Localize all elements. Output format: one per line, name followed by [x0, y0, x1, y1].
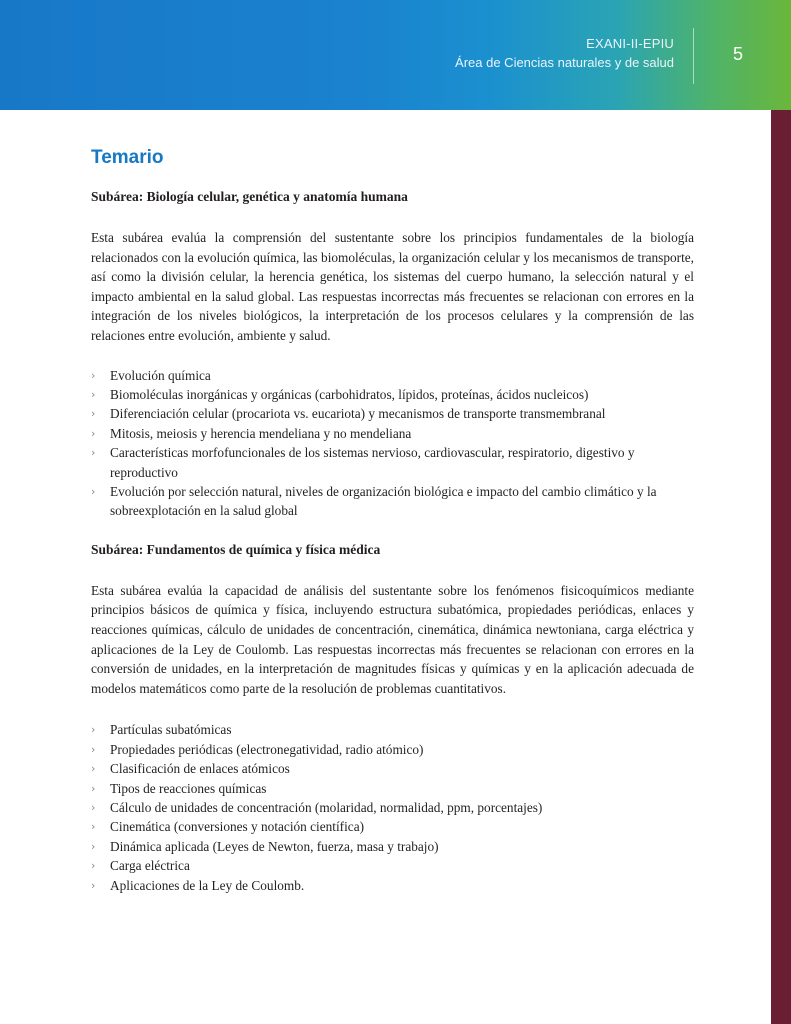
chevron-right-icon: › — [91, 781, 96, 795]
side-accent-bar — [771, 110, 791, 1024]
subarea-description-chemistry-physics: Esta subárea evalúa la capacidad de análisis del sustentante sobre los fenómenos fisicoquímicos mediante principios básicos de química y física, incluyendo estructura subatómica, propiedades periódicas, enlaces y reacciones químicas, cálculo de unidades de concentración, cinemática, dinámica newtoniana, carga eléctrica y aplicaciones de la Ley de Coulomb. Las respuestas incorrectas más frecuentes se relacionan con errores en la conversión de unidades, en la interpretación de magnitudes físicas y químicas y en la aplicación adecuada de modelos matemáticos como parte de la resolución de problemas cuantitativos. — [91, 582, 694, 696]
list-item: › Dinámica aplicada (Leyes de Newton, fuerza, masa y trabajo) — [91, 837, 694, 856]
list-item: › Partículas subatómicas — [91, 720, 694, 739]
topic-list-biology — [91, 366, 694, 521]
chevron-right-icon: › — [91, 446, 96, 460]
area-name: Área de Ciencias naturales y de salud — [455, 55, 674, 70]
list-item: › Cinemática (conversiones y notación científica) — [91, 817, 694, 836]
chevron-right-icon: › — [91, 839, 96, 853]
list-item: › Evolución por selección natural, niveles de organización biológica e impacto del cambio climático y la sobreexplotación en la salud global — [91, 484, 657, 519]
subarea-heading-biology: Subárea: Biología celular, genética y anatomía humana — [91, 189, 408, 204]
page-number: 5 — [733, 44, 744, 64]
header-divider — [693, 28, 694, 84]
subarea-description-biology: Esta subárea evalúa la comprensión del sustentante sobre los principios fundamentales de la biología relacionados con la evolución química, las biomoléculas, la organización celular y los mecanismos de transporte, así como la división celular, la herencia genética, los sistemas del cuerpo humano, la selección natural y el impacto ambiental en la salud global. Las respuestas incorrectas más frecuentes se relacionan con errores en la integración de los niveles biológicos, la interpretación de los procesos celulares y la comprensión de las relaciones entre evolución, ambiente y salud. — [91, 230, 694, 343]
list-item: › Cálculo de unidades de concentración (molaridad, normalidad, ppm, porcentajes) — [91, 798, 694, 817]
list-item: › Propiedades periódicas (electronegatividad, radio atómico) — [91, 740, 694, 759]
chevron-right-icon: › — [91, 801, 96, 814]
list-item: › Evolución química — [91, 366, 694, 385]
chevron-right-icon: › — [91, 368, 96, 382]
exam-name: EXANI-II-EPIU — [586, 36, 674, 51]
chevron-right-icon: › — [91, 820, 96, 834]
list-item: › Aplicaciones de la Ley de Coulomb. — [91, 876, 694, 895]
chevron-right-icon: › — [91, 742, 96, 756]
list-item: › Diferenciación celular (procariota vs. eucariota) y mecanismos de transporte transmembranal — [91, 404, 694, 423]
chevron-right-icon: › — [91, 723, 96, 737]
chevron-right-icon: › — [91, 762, 96, 776]
chevron-right-icon: › — [91, 426, 96, 440]
main-content — [91, 146, 694, 895]
chevron-right-icon: › — [91, 878, 96, 892]
chevron-right-icon: › — [91, 407, 96, 421]
topic-list-chemistry-physics — [91, 720, 694, 895]
list-item: › Biomoléculas inorgánicas y orgánicas (carbohidratos, lípidos, proteínas, ácidos nucleicos) — [91, 385, 694, 404]
page-title: Temario — [91, 147, 164, 168]
list-item: › Mitosis, meiosis y herencia mendeliana y no mendeliana — [91, 424, 694, 443]
page-header — [0, 0, 791, 110]
chevron-right-icon: › — [91, 859, 96, 873]
list-item: › Tipos de reacciones químicas — [91, 779, 694, 798]
list-item: › Clasificación de enlaces atómicos — [91, 759, 694, 778]
chevron-right-icon: › — [91, 387, 96, 401]
list-item: › Carga eléctrica — [91, 856, 694, 875]
subarea-heading-chemistry-physics: Subárea: Fundamentos de química y física médica — [91, 541, 381, 557]
chevron-right-icon: › — [91, 485, 96, 498]
list-item: › Características morfofuncionales de los sistemas nervioso, cardiovascular, respiratorio, digestivo y reproductivo — [91, 445, 635, 480]
